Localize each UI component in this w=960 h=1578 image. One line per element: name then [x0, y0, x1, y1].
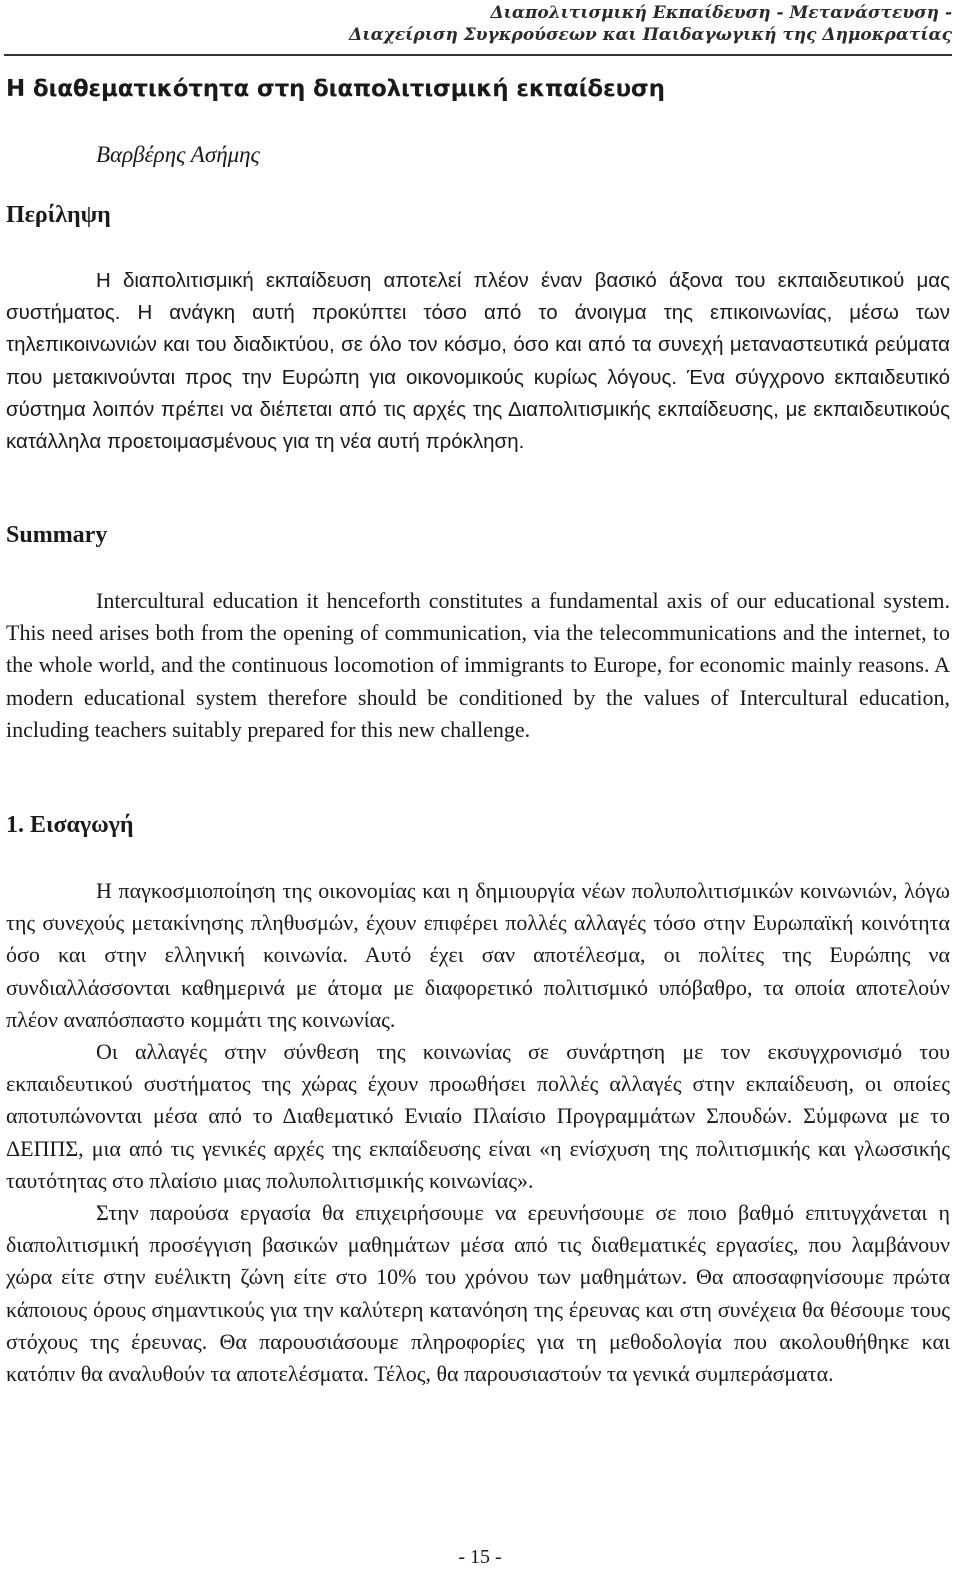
introduction-paragraph-2: Οι αλλαγές στην σύνθεση της κοινωνίας σε συνάρτηση με τον εκσυγχρονισμό του εκπαιδευτικού συστήματος της χώρας έχουν προωθήσει πολλές αλλαγές στην εκπαίδευση, οι οποίες αποτυπώνονται μέσα από το Διαθεματικό Ενιαίο Πλαίσιο Προγραμμάτων Σπουδών. Σύμφωνα με το ΔΕΠΠΣ, μια από τις γενικές αρχές της εκπαίδευσης είναι «η ενίσχυση της πολιτισμικής και γλωσσικής ταυτότητας στο πλαίσιο μιας πολυπολιτισμικής κοινωνίας». — [6, 1039, 950, 1193]
introduction-paragraph-3: Στην παρούσα εργασία θα επιχειρήσουμε να ερευνήσουμε σε ποιο βαθμό επιτυγχάνεται η διαπολιτισμική προσέγγιση βασικών μαθημάτων μέσα από τις διαθεματικές εργασίες, που λαμβάνουν χώρα είτε στην ευέλικτη ζώνη είτε στο 10% του χρόνου των μαθημάτων. Θα αποσαφηνίσουμε πρώτα κάποιους όρους σημαντικούς για την καλύτερη κατανόηση της έρευνας και στη συνέχεια θα θέσουμε τους στόχους της έρευνας. Θα παρουσιάσουμε πληροφορίες για τη μεθοδολογία που ακολουθήθηκε και κατόπιν θα αναλυθούν τα αποτελέσματα. Τέλος, θα παρουσιαστούν τα γενικά συμπεράσματα. — [6, 1200, 950, 1387]
running-head-line-2: Διαχείριση Συγκρούσεων και Παιδαγωγική της Δημοκρατίας — [349, 25, 952, 45]
summary-heading: Summary — [6, 522, 108, 548]
article-title: Η διαθεματικότητα στη διαπολιτισμική εκπαίδευση — [6, 76, 665, 102]
summary-paragraph: Intercultural education it henceforth constitutes a fundamental axis of our educational system. This need arises both from the opening of communication, via the telecommunications and the internet, to the whole world, and the continuous locomotion of immigrants to Europe, for economic mainly reasons. A modern educational system therefore should be conditioned by the values of Intercultural education, including teachers suitably prepared for this new challenge. — [6, 588, 950, 742]
running-head — [349, 2, 952, 46]
summary-section — [6, 585, 950, 746]
abstract-paragraph: Η διαπολιτισμική εκπαίδευση αποτελεί πλέον έναν βασικό άξονα του εκπαιδευτικού μας συστήματος. Η ανάγκη αυτή προκύπτει τόσο από το άνοιγμα της επικοινωνίας, μέσω των τηλεπικοινωνιών και του διαδικτύου, σε όλο τον κόσμο, όσο και από τα συνεχή μεταναστευτικά ρεύματα που μετακινούνται προς την Ευρώπη για οικονομικούς κυρίως λόγους. Ένα σύγχρονο εκπαιδευτικό σύστημα λοιπόν πρέπει να διέπεται από τις αρχές της Διαπολιτισμικής εκπαίδευσης, με εκπαιδευτικούς κατάλληλα προετοιμασμένους για τη νέα αυτή πρόκληση. — [6, 269, 950, 454]
header-rule — [4, 54, 952, 56]
page-number: - 15 - — [458, 1546, 502, 1568]
abstract-heading: Περίληψη — [6, 202, 111, 228]
running-head-line-1: Διαπολιτισμική Εκπαίδευση - Μετανάστευση - — [490, 3, 952, 23]
author-name: Βαρβέρης Ασήμης — [96, 142, 260, 167]
introduction-heading: 1. Εισαγωγή — [6, 812, 134, 838]
abstract-section — [6, 265, 950, 458]
introduction-section — [6, 875, 950, 1390]
introduction-paragraph-1: Η παγκοσμιοποίηση της οικονομίας και η δημιουργία νέων πολυπολιτισμικών κοινωνιών, λόγω της συνεχούς μετακίνησης πληθυσμών, έχουν επιφέρει πολλές αλλαγές τόσο στην Ευρωπαϊκή κοινότητα όσο και στην ελληνική κοινωνία. Αυτό έχει σαν αποτέλεσμα, οι πολίτες της Ευρώπης να συνδιαλλάσσονται καθημερινά με άτομα με διαφορετικό πολιτισμικό υπόβαθρο, τα οποία αποτελούν πλέον αναπόσπαστο κομμάτι της κοινωνίας. — [6, 878, 950, 1032]
